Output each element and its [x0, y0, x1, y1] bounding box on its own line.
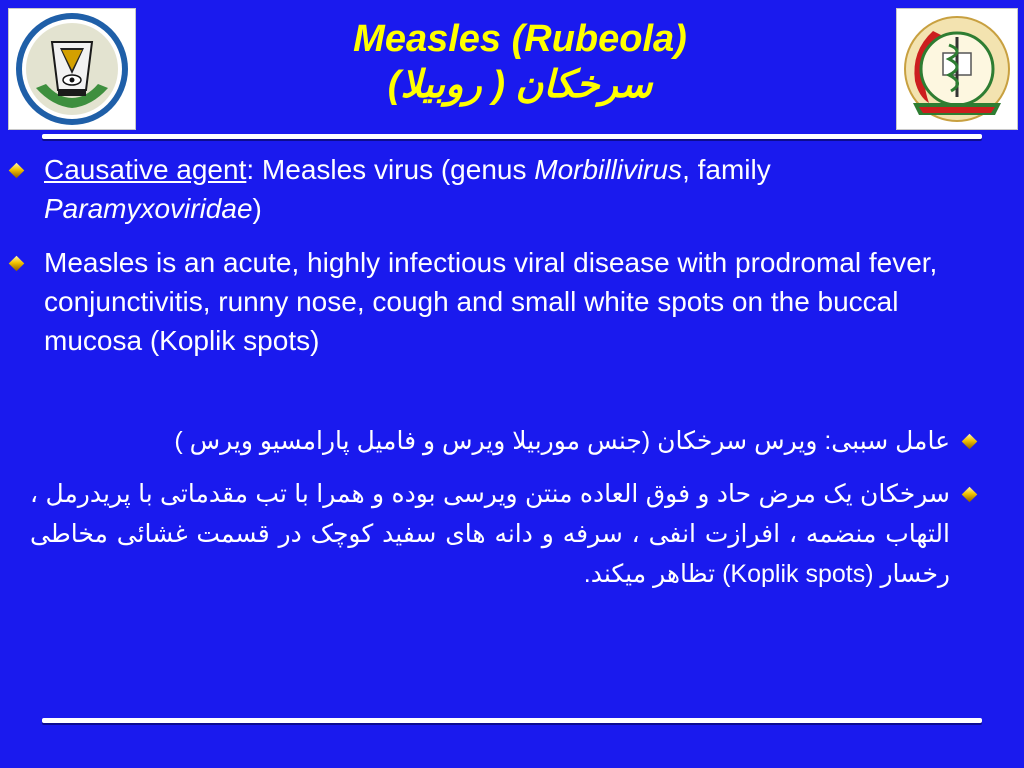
- causative-agent-fa-text: عامل سببی: ویرس سرخکان (جنس موربیلا ویرس و فامیل پارامسیو ویرس ): [174, 427, 950, 455]
- medical-seal-icon: [899, 11, 1015, 127]
- bullet-diamond-icon: [962, 434, 978, 450]
- causative-agent-label: Causative agent: [44, 154, 247, 185]
- bottom-divider: [42, 718, 982, 723]
- bullet-diamond-icon: [962, 487, 978, 503]
- causative-agent-text-a: Measles virus (genus: [261, 154, 535, 185]
- description-en-text: Measles is an acute, highly infectious viral disease with prodromal fever, conjunctivitis, runny nose, cough and small white spots on the buccal mucosa (Koplik spots): [44, 247, 938, 356]
- causative-agent-text-b: , family: [682, 154, 771, 185]
- causative-agent-text-c: ): [252, 193, 262, 224]
- koplik-spots-latin: (Koplik spots): [722, 560, 874, 588]
- bullet-diamond-icon: [9, 163, 25, 179]
- title-persian: سرخکان ( روبیلا): [387, 64, 653, 106]
- family-name: Paramyxoviridae: [44, 193, 253, 224]
- description-fa-text-b: تظاهر میکند.: [583, 560, 723, 588]
- logo-left: [8, 8, 136, 130]
- logo-right: [896, 8, 1018, 130]
- top-divider: [42, 134, 982, 139]
- genus-name: Morbillivirus: [534, 154, 683, 185]
- page-title: [150, 16, 890, 108]
- bullet-causative-agent-en: [44, 150, 974, 228]
- bullet-causative-agent-fa: [30, 421, 950, 461]
- bullet-diamond-icon: [9, 256, 25, 272]
- bullet-description-en: [44, 243, 974, 360]
- title-english: Measles (Rubeola): [353, 18, 687, 60]
- description-fa-text-a: سرخکان یک مرض حاد و فوق العاده منتن ویرسی بوده و همرا با تب مقدماتی با پریدرمل ، التهاب منضمه ، افرازت انفی ، سرفه و دانه های سفید کوچک در قسمت غشائی مخاطی رخسار: [30, 480, 950, 588]
- ministry-seal-icon: [12, 10, 132, 128]
- causative-agent-colon: :: [246, 154, 262, 185]
- bullet-description-fa: [30, 474, 950, 594]
